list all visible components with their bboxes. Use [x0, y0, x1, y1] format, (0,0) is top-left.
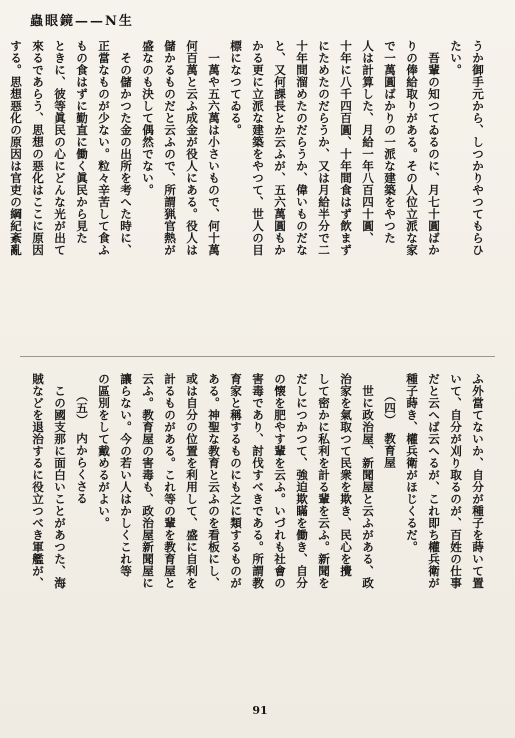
running-header: 蟲眼鏡——N生: [30, 14, 134, 29]
text-line: [0, 40, 5, 340]
text-line: 或は自分の位置を利用して、盛に自利を: [185, 373, 199, 589]
text-line: 盛なのも決して偶然でない。: [141, 40, 155, 196]
text-line: 讓らない。今の若い人はかしくこれ等: [119, 373, 133, 577]
text-line: で一萬圓ばかりの一派な建築をやつた: [383, 40, 397, 244]
text-line: ある。神聖な教育と云ふのを看板にし、: [207, 373, 221, 589]
text-line: する。思想惡化の原因は官吏の綱紀紊亂: [9, 40, 23, 256]
text-line: りの俸給取りがある。その人位立派な家: [405, 40, 419, 256]
text-line: 標になつてゐる。: [229, 40, 243, 136]
text-line: 人は計算した、月給一年八百四十圓、: [361, 40, 375, 244]
text-line: 育家と稱するものにも之に類するものが: [229, 373, 243, 589]
text-line: 何百萬と云ふ成金が役人にある。役人は: [185, 40, 199, 256]
text-line: この國支那に面白いことがあつた、海: [53, 384, 67, 589]
text-line: だしにつかつて、強迫欺瞞を働き、自分: [295, 373, 309, 589]
text-line: ときに、彼等眞民の心にどんな光が出て: [53, 40, 67, 256]
text-line: 十年に八千四百圓、十年間食はず飲まず: [339, 40, 353, 256]
text-line: その儲かつた金の出所を考へた時に、: [119, 51, 133, 256]
text-line: いて、自分が刈り取るのが、百姓の仕事: [449, 373, 463, 589]
text-line: 十年間溜めたのだらうか、偉いものだな: [295, 40, 309, 256]
text-line: の區別をして戴めるがよい。: [97, 373, 111, 529]
text-line: かる更に立派な建築をやつて、世人の目: [251, 40, 265, 256]
section-heading: （四） 教育屋: [383, 390, 397, 469]
text-line: うか御手元から、しつかりやつてもらひ: [471, 40, 485, 256]
text-line: たい。: [449, 40, 463, 76]
text-line: もの食はずに勤直に働く眞民から見た: [75, 40, 89, 244]
text-line: 害毒であり、討伐すべきである。所謂教: [251, 373, 265, 589]
text-line: 儲かるものだと云ふので、所謂猟官熱が: [163, 40, 177, 256]
text-line: 治家を氣取つて民衆を欺き、民心を攪: [339, 373, 353, 577]
text-line: と、又何課長とか云ふが、五六萬圓もか: [273, 40, 287, 256]
text-line: 一萬や五六萬は小さいもので、何十萬: [207, 51, 221, 256]
text-line: 云ふ。教育屋の害毒も、政治屋新聞屋に: [141, 373, 155, 589]
text-line: の懐を肥やす輩を云ふ。いづれも社會の: [273, 373, 287, 589]
text-line: 正當なものが少ない。粒々辛苦して食ふ: [97, 40, 111, 256]
text-line: だと云へば云へるが、これ即ち權兵衛が: [427, 373, 441, 589]
page-number: 91: [252, 704, 268, 717]
section-divider: [20, 356, 495, 357]
text-line: 來るであらう、思想の惡化はここに原因: [31, 40, 45, 256]
text-line: して密かに私利を計る輩を云ふ。新聞を: [317, 373, 331, 589]
text-line: にためたのだらうか、又は月給半分で二: [317, 40, 331, 256]
bottom-text-column: [23, 373, 489, 693]
text-line: 吾輩の知つてゐるのに、月七十圓ばか: [427, 51, 441, 256]
top-text-column: [9, 40, 489, 340]
text-line: 計るものがある。これ等の輩を教育屋と: [163, 373, 177, 589]
section-heading: （五） 内からくさる: [75, 390, 89, 505]
text-line: 種子蒔き、權兵衛がほじくるだ。: [405, 373, 419, 553]
text-line: 賊などを退治するに役立つべき軍艦が、: [31, 373, 45, 589]
text-line: 世に政治屋、新聞屋と云ふがある、政: [361, 384, 375, 589]
text-line: ふ外當てないか、自分が種子を蒔いて置: [471, 373, 485, 589]
